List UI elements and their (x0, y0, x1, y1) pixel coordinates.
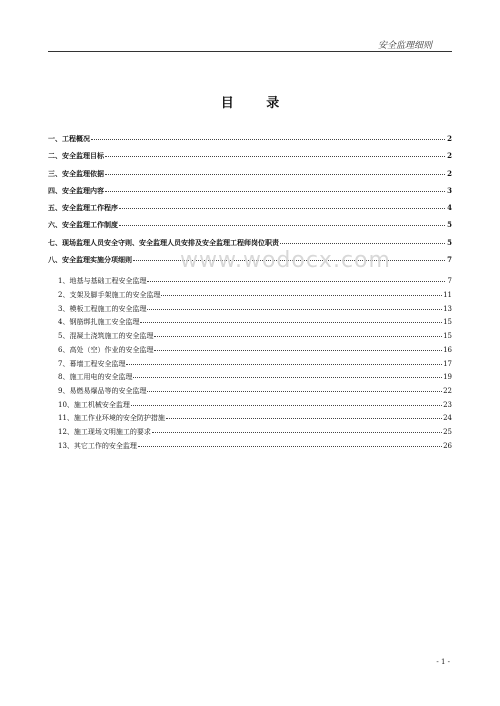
dot-leader (147, 281, 445, 282)
toc-entry[interactable] (48, 134, 452, 151)
toc-subentry-title: 9、易燃易爆品等的安全监理 (58, 386, 147, 395)
toc-entry-page: 2 (447, 168, 452, 178)
dot-leader (105, 156, 445, 157)
dot-leader (138, 446, 442, 447)
dot-leader (119, 208, 445, 209)
toc-subentry-page: 16 (443, 345, 452, 354)
toc-title: 目 录 (220, 96, 294, 111)
dot-leader (105, 191, 445, 192)
toc-entry-title: 二、安全监理目标 (48, 151, 104, 161)
header-rule (48, 51, 452, 52)
toc-subentry-title: 1、地基与基础工程安全监理 (58, 277, 147, 286)
toc-subentry-title: 12、施工现场文明施工的要求 (58, 427, 151, 436)
toc-subentry-title: 10、施工机械安全监理 (58, 400, 130, 409)
dot-leader (131, 405, 442, 406)
dot-leader (166, 418, 442, 419)
dot-leader (154, 336, 442, 337)
toc-subentry-page: 13 (443, 304, 452, 313)
dot-leader (152, 432, 442, 433)
toc-subentry-page: 23 (443, 400, 452, 409)
toc-subentry[interactable] (48, 427, 452, 441)
toc-subentry-title: 6、高处（空）作业的安全监理 (58, 345, 154, 354)
toc-subentry-page: 24 (443, 414, 452, 423)
toc-subentry[interactable] (48, 331, 452, 345)
toc-entry[interactable] (48, 220, 452, 237)
dot-leader (119, 225, 445, 226)
toc-entry-page: 2 (447, 151, 452, 161)
toc-subentry[interactable] (48, 290, 452, 304)
toc-subentry[interactable] (48, 400, 452, 414)
toc-entry[interactable] (48, 169, 452, 186)
toc-entry-page: 4 (447, 203, 452, 213)
toc-subentry[interactable] (48, 441, 452, 455)
toc-subentry-page: 17 (443, 359, 452, 368)
toc-entry-title: 四、安全监理内容 (48, 185, 104, 195)
toc-subentry[interactable] (48, 276, 452, 290)
toc-subentry[interactable] (48, 304, 452, 318)
toc-subentry[interactable] (48, 413, 452, 427)
page-number: - 1 - (436, 658, 450, 666)
dot-leader (147, 391, 442, 392)
toc-subentry-title: 11、施工作业环境的安全防护措施 (58, 414, 165, 423)
toc-entry-title: 五、安全监理工作程序 (48, 203, 118, 213)
toc-subentry-page: 15 (443, 318, 452, 327)
dot-leader (105, 174, 445, 175)
dot-leader (161, 295, 442, 296)
toc-subentry-page: 15 (443, 332, 452, 341)
dot-leader (126, 364, 442, 365)
toc-subentry-title: 13、其它工作的安全监理 (58, 441, 137, 450)
toc-entry-title: 三、安全监理依据 (48, 168, 104, 178)
toc-entry-title: 七、现场监理人员安全守则、安全监理人员安排及安全监理工程师岗位职责 (48, 237, 279, 247)
toc-subentry-page: 11 (443, 291, 452, 300)
toc-subentry-title: 4、钢筋绑扎施工安全监理 (58, 318, 140, 327)
toc-entry-page: 7 (447, 255, 452, 265)
dot-leader (91, 139, 445, 140)
toc-entry-page: 2 (447, 134, 452, 143)
toc-entry-page: 5 (447, 237, 452, 247)
toc-subentry[interactable] (48, 317, 452, 331)
toc-subentry-title: 5、混凝土浇筑施工的安全监理 (58, 332, 154, 341)
toc-subentry-title: 8、施工用电的安全监理 (58, 373, 133, 382)
dot-leader (133, 377, 442, 378)
toc-subentry-page: 26 (443, 441, 452, 450)
toc-subentry-title: 7、幕墙工程安全监理 (58, 359, 126, 368)
toc-subentry-page: 19 (443, 373, 452, 382)
toc-entry[interactable] (48, 151, 452, 168)
toc-subentry-title: 2、支架及脚手架施工的安全监理 (58, 291, 161, 300)
toc-entry-title: 八、安全监理实施分项细则 (48, 255, 132, 265)
toc-subentry[interactable] (48, 386, 452, 400)
toc-entry[interactable] (48, 186, 452, 203)
toc-subentry-title: 3、模板工程施工的安全监理 (58, 304, 147, 313)
toc-subentry-page: 22 (443, 386, 452, 395)
toc-subentry-page: 25 (443, 427, 452, 436)
toc-entry-page: 3 (447, 185, 452, 195)
table-of-contents (48, 134, 452, 454)
toc-entry-page: 5 (447, 220, 452, 230)
running-header: 安全监理细则 (377, 41, 432, 51)
dot-leader (280, 243, 445, 244)
dot-leader (140, 322, 442, 323)
toc-subentry[interactable] (48, 372, 452, 386)
dot-leader (147, 309, 442, 310)
toc-subentry-page: 7 (447, 277, 452, 286)
toc-entry-title: 六、安全监理工作制度 (48, 220, 118, 230)
toc-entry-title: 一、工程概况 (48, 134, 90, 143)
toc-subentry[interactable] (48, 359, 452, 373)
toc-entry[interactable] (48, 203, 452, 220)
dot-leader (154, 350, 442, 351)
watermark: www.wodocx.com (180, 248, 391, 273)
toc-subentry[interactable] (48, 345, 452, 359)
